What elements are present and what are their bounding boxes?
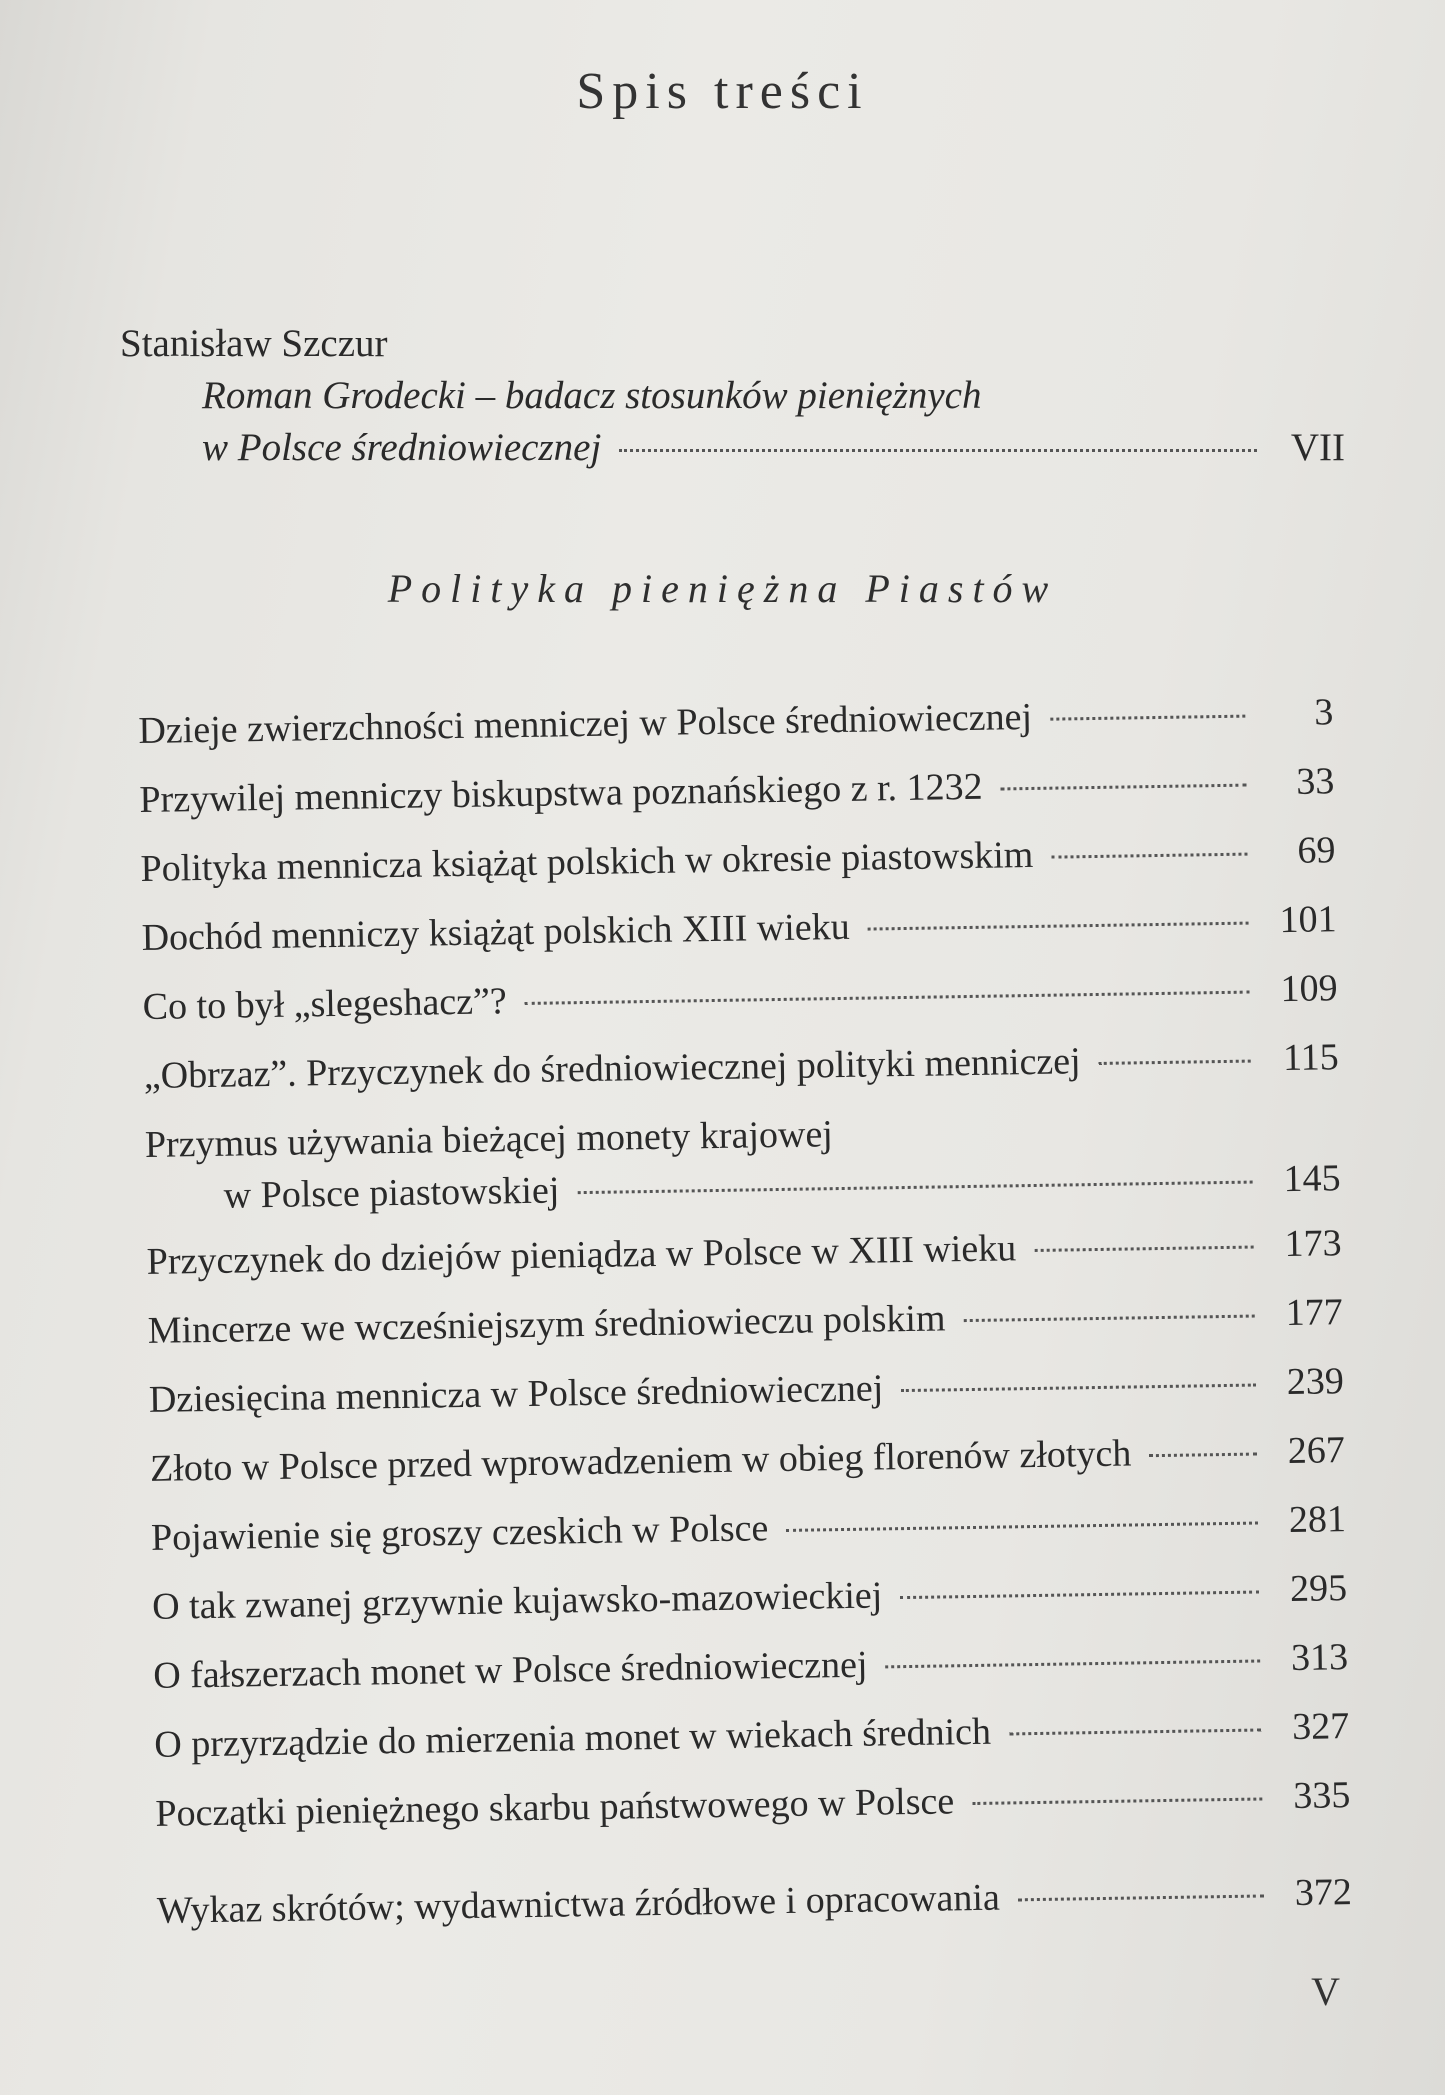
toc-entry-page: 327 — [1291, 1705, 1350, 1748]
dot-leader — [901, 1384, 1256, 1393]
intro-author: Stanisław Szczur — [120, 322, 388, 365]
dot-leader — [1099, 1060, 1251, 1065]
section-title: Polityka pieniężna Piastów — [387, 566, 1058, 611]
toc-entry-page: 239 — [1286, 1360, 1345, 1404]
dot-leader — [786, 1522, 1258, 1532]
dot-leader — [900, 1591, 1259, 1600]
toc-entry-page: 372 — [1294, 1871, 1353, 1914]
dot-leader — [1009, 1728, 1261, 1735]
toc-entry-abbreviations — [157, 1866, 1353, 1954]
toc-entry-title: Dziesięcina mennicza w Polsce średniowiecznej — [148, 1367, 884, 1421]
toc-entry-title: Dochód menniczy książąt polskich XIII wieku — [141, 905, 850, 959]
toc-entry-page: 335 — [1292, 1774, 1351, 1817]
dot-leader — [963, 1315, 1254, 1323]
toc-entry-title: Wykaz skrótów; wydawnictwa źródłowe i opracowania — [156, 1876, 1001, 1932]
toc-entry-title: O przyrządzie do mierzenia monet w wiekach średnich — [154, 1710, 992, 1766]
toc-entry-page: 69 — [1297, 829, 1336, 872]
toc-entry-title: O fałszerzach monet w Polsce średniowiecznej — [152, 1643, 868, 1697]
intro-title-line1: Roman Grodecki – badacz stosunków pieniężnych — [202, 374, 982, 417]
toc-entry-page: 313 — [1290, 1636, 1349, 1680]
toc-entry-title: Mincerze we wcześniejszym średniowieczu polskim — [147, 1297, 946, 1352]
dot-leader — [525, 991, 1250, 1005]
toc-entry-page: 33 — [1296, 760, 1335, 803]
dot-leader — [1050, 715, 1245, 721]
toc-entry-page: 101 — [1279, 898, 1337, 942]
toc-entry-title: Dzieje zwierzchności menniczej w Polsce średniowiecznej — [138, 695, 1033, 752]
dot-leader — [619, 449, 1257, 452]
toc-entry-page: 115 — [1282, 1036, 1340, 1080]
toc-entry-title: Co to był „slegeshacz”? — [142, 980, 508, 1028]
toc-entry-title: Przywilej menniczy biskupstwa poznańskiego z r. 1232 — [139, 765, 983, 821]
toc-entry-page: 3 — [1313, 691, 1334, 734]
table-of-contents — [138, 686, 1352, 1954]
toc-entry-title: Przyczynek do dziejów pieniądza w Polsce w XIII wieku — [146, 1227, 1017, 1283]
toc-entry-title: Początki pieniężnego skarbu państwowego w Polsce — [155, 1780, 955, 1835]
toc-entry-page: 145 — [1283, 1157, 1341, 1201]
page-folio: V — [1311, 1969, 1340, 2014]
toc-entry-title-continuation: w Polsce piastowskiej — [223, 1169, 560, 1217]
toc-entry-page: 267 — [1287, 1429, 1346, 1473]
toc-entry-page: 281 — [1288, 1498, 1347, 1542]
intro-title-line2-row — [120, 422, 1345, 474]
intro-title-line2: w Polsce średniowiecznej — [202, 426, 602, 469]
intro-page-number: VII — [1290, 426, 1345, 469]
toc-entry-title: „Obrzaz”. Przyczynek do średniowiecznej polityki menniczej — [143, 1040, 1081, 1097]
dot-leader — [886, 1659, 1261, 1668]
dot-leader — [1018, 1894, 1264, 1901]
toc-entry-page: 109 — [1280, 967, 1338, 1011]
dot-leader — [1001, 784, 1247, 791]
intro-entry — [120, 318, 1345, 474]
toc-entry-page: 295 — [1289, 1567, 1348, 1611]
toc-entry-title: O tak zwanej grzywnie kujawsko-mazowieckiej — [151, 1574, 883, 1628]
toc-entry-title: Złoto w Polsce przed wprowadzeniem w obieg florenów złotych — [149, 1432, 1132, 1490]
dot-leader — [1034, 1246, 1254, 1252]
dot-leader — [577, 1181, 1252, 1195]
toc-entry-page: 173 — [1284, 1222, 1342, 1266]
page-heading: Spis treści — [576, 63, 869, 120]
dot-leader — [868, 922, 1249, 931]
toc-entry-title: Polityka mennicza książąt polskich w okresie piastowskim — [140, 833, 1034, 890]
toc-entry — [145, 1100, 1342, 1236]
dot-leader — [972, 1797, 1262, 1805]
dot-leader — [1051, 853, 1247, 859]
toc-entry-title: Przymus używania bieżącej monety krajowej — [144, 1113, 834, 1166]
toc-entry-title: Pojawienie się groszy czeskich w Polsce — [150, 1507, 769, 1559]
toc-entry-page: 177 — [1285, 1291, 1344, 1335]
dot-leader — [1149, 1453, 1257, 1458]
